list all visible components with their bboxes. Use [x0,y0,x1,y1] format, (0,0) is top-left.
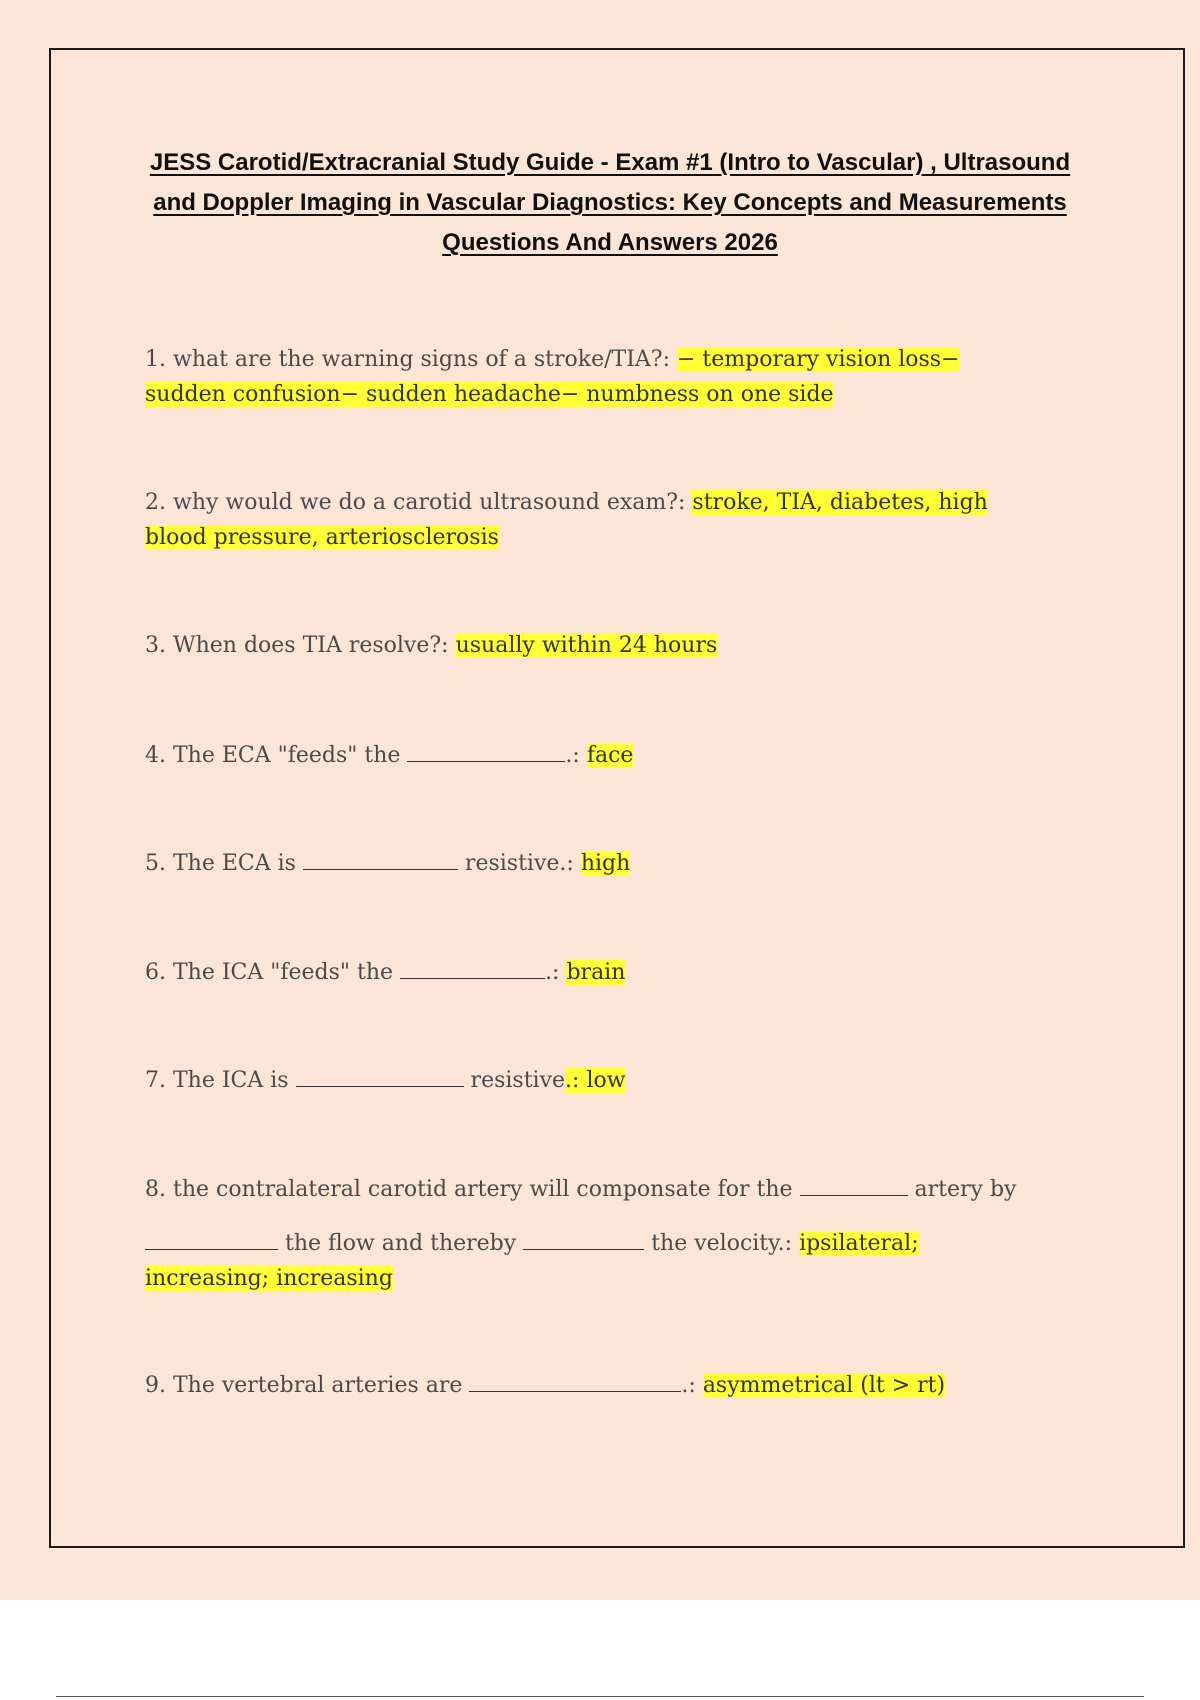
answer-8: ipsilateral; increasing; increasing [145,1231,919,1291]
answer-blank [303,845,458,870]
answer-blank [800,1171,908,1196]
answer-5: high [580,851,631,876]
question-5-suffix: resistive.: [457,851,581,876]
question-8-text-b: artery by [907,1177,1017,1202]
question-1-text: 1. what are the warning signs of a stroke/TIA?: [145,347,677,372]
answer-blank [469,1367,681,1392]
question-1 [145,342,1045,412]
question-7-text: 7. The ICA is [145,1068,296,1093]
question-9-text: 9. The vertebral arteries are [145,1373,470,1398]
question-6-suffix: .: [545,960,567,985]
answer-9: asymmetrical (lt > rt) [702,1373,946,1398]
document-frame [49,48,1185,1548]
answer-blank [407,737,565,762]
answer-6: brain [566,960,626,985]
question-7-suffix: resistive [463,1068,566,1093]
question-4 [145,737,1045,773]
question-5 [145,845,1045,881]
question-8-line-1 [145,1171,1045,1209]
question-8 [145,1171,1045,1296]
question-3-text: 3. When does TIA resolve?: [145,633,456,658]
answer-2: stroke, TIA, diabetes, high blood pressure, arteriosclerosis [145,490,988,550]
answer-4: face [586,743,634,768]
title-line-3: Questions And Answers 2026 [442,229,778,256]
question-8-line-2 [145,1225,1045,1296]
title-line-2: and Doppler Imaging in Vascular Diagnostics: Key Concepts and Measurements [153,189,1067,216]
title-line-1: JESS Carotid/Extracranial Study Guide - Exam #1 (Intro to Vascular) , Ultrasound [149,149,1071,176]
answer-blank [145,1225,278,1250]
question-2 [145,485,1045,555]
question-5-text: 5. The ECA is [145,851,303,876]
footer-rule [56,1696,1144,1697]
question-2-text: 2. why would we do a carotid ultrasound exam?: [145,490,693,515]
answer-3: usually within 24 hours [455,633,718,658]
answer-7: .: low [565,1068,626,1093]
answer-1: − temporary vision loss− sudden confusion− sudden headache− numbness on one side [145,347,960,407]
question-6 [145,954,1045,990]
answer-blank [400,954,545,979]
question-3 [145,628,1045,663]
question-9-suffix: .: [681,1373,703,1398]
question-8-text: 8. the contralateral carotid artery will componsate for the [145,1177,800,1202]
answer-blank [523,1225,644,1250]
question-9 [145,1367,1045,1403]
question-4-suffix: .: [565,743,587,768]
question-6-text: 6. The ICA "feeds" the [145,960,401,985]
document-title [130,143,1090,263]
question-7 [145,1062,1045,1098]
answer-blank [296,1062,464,1087]
question-8-text-c: the flow and thereby [278,1231,524,1256]
question-4-text: 4. The ECA "feeds" the [145,743,408,768]
question-8-text-d: the velocity.: [644,1231,800,1256]
